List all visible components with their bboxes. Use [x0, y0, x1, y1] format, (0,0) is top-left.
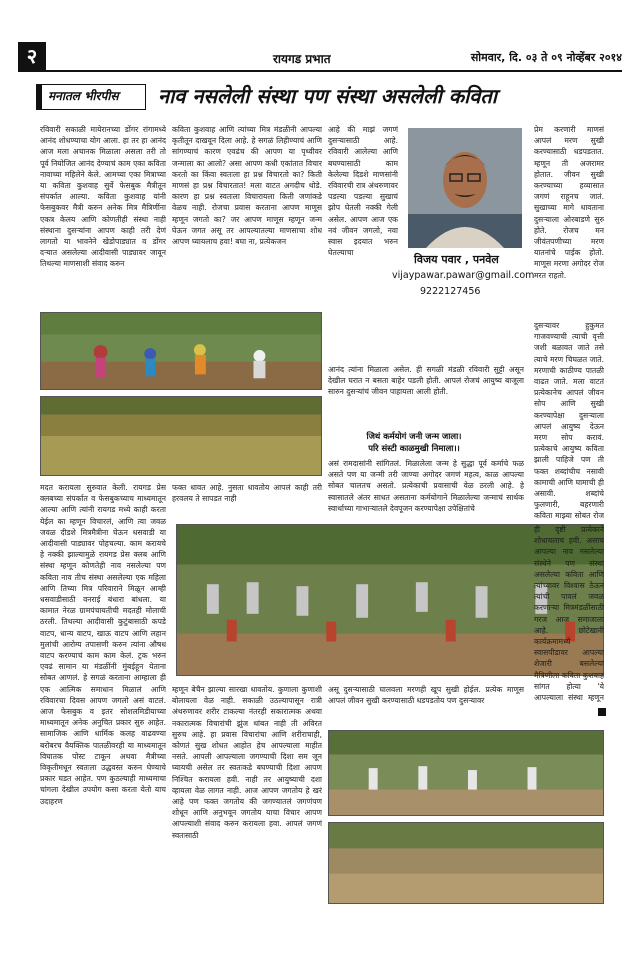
column-4-bottom-upper: [534, 524, 604, 702]
paragraph: फक्त धावत आहे. नुसता धावतोय आपलं काही तरी हरवलय ते सापडत नाही: [172, 483, 322, 504]
author-name: विजय पवार , पनवेल: [414, 253, 499, 266]
publication-date: सोमवार, दि. ०३ ते ०९ नोव्हेंबर २०१४: [470, 51, 622, 64]
column-1-bottom: [40, 482, 166, 902]
author-phone: 9222127456: [420, 286, 481, 297]
author-portrait: [408, 128, 522, 248]
paragraph: ही दृष्टी प्रत्येकाने शोधायलाच हवी. असाच आपल्या नाव नसलेल्या संस्थेने पण संस्था असलेल्या कविता आणि त्यांच्यावर विश्वास ठेऊन त्यांची पावलं जवळ करणाऱ्या मित्रमंडळींसाठी गरज आज समाजाला आहे. छोटेखानी कार्यक्रमामध्ये स्वासपीडावर आपल्या शेजारी बसलेल्या मैत्रिणीला कविता कुशवाह सांगत होत्या 'ये आपल्याला संस्था म्हणून: [534, 525, 604, 702]
paper-name: रायगड प्रभात: [273, 52, 331, 66]
verse-subhead: [334, 430, 494, 454]
column-3-top: [328, 124, 398, 360]
column-4-middle: [534, 320, 604, 522]
paragraph: आनंद त्यांना मिळाला असेल. ही सगळी मंडळी रविवारी सुट्टी असून देखील घरात न बसता बाहेर पडली होती. आपलं रोजचं आयुष्य बाजूला सारुन दुसऱ्यांचं जीवन पाहायला आली होती.: [328, 365, 524, 397]
paragraph: असू दुसऱ्यासाठी घालवला मरणही खूप सुखी होईल. प्रत्येक माणूस आपलं जीवन सुखी करण्यासाठी धडपडतोय पण दुसऱ्यावर: [328, 685, 524, 706]
author-email: vijaypawar.pawar@gmail.com: [392, 270, 535, 281]
author-block: [404, 128, 528, 282]
photo-volunteers-hillside: [40, 312, 322, 390]
photo-dry-riverbed: [328, 822, 604, 904]
page-number: २: [18, 42, 46, 70]
photo-crowd-field: [328, 730, 604, 816]
paragraph: असं रामदासांनी सांगितलं. मिळालेला जन्म हे सुद्धा पूर्व कर्माचे फळ असते पण या जन्मी तरी जाण्या अगोदर जगणं महत्व, काळ आपल्या सोबत चालतच असतो. प्रत्येकाची प्रवासाची वेळ ठरली आहे. हे स्वासातले अंतर साधत असताना कर्मयोगाने मिळालेल्या जन्माचं सार्थक स्वार्थाच्या गाभाऱ्यातले देवपूजन करण्यापेक्षा उपेक्षितांचे: [328, 459, 524, 513]
column-3-middle: [328, 364, 524, 424]
photo-grassland: [40, 396, 322, 476]
paragraph: आहे की माझं जगणं दुसऱ्यासाठी आहे. रविवारी आलेल्या आणि बघण्यासाठी काम केलेल्या दिडशे माणसांनी रविवारची रात्र अंथरुणावर पडल्या पडल्या सुखाचं झोप घेतली नक्की गेली असेल. आपण आज एक नवं जीवन जगलो, नवा स्वास इदयात भरुन घेतल्याचा: [328, 125, 398, 258]
masthead: [18, 44, 622, 72]
paragraph: मदत करायला सुरुवात केली. रायगड प्रेस क्लबच्या संपर्कात व फेसबुकच्याच माध्यमातून आल्या आणि त्यांनी रायगड मध्ये काही करता येईल का म्हणून विचारलं, आणि त्या जवळ जवळ दीडशे मित्रमैत्रीना घेऊन धसवाडी या आदीवासी पाड्यावर पोहचल्या. काम करायचे हे नक्की झाल्यामुळे रायगड प्रेस क्लब आणि संस्था म्हणून कोणतेही नाव नसलेल्या पण कविता नाव तीच संस्था असलेल्या एक महिला आणि तिच्या मित्र परिवाराने मिळून आम्ही धसवाडीसाठी वनराई बंधारा बांधला. या कामात नेरळ ग्रामपंचायतीची मदतही मोलाची ठरली. तिथल्या आदीवासी कुटुंबासाठी कपडे वाटप, धान्य वाटप, खाऊ वाटप आणि लहान मुलांची आरोग्य तपासणी करुन त्यांना औषध वाटप करण्याचं काम काम केलं. ट्रक भरुन एवढं सामान या मंडळींनी मुंबईहून येताना सोबत आणलं. हे सगळं करताना आम्हाला ही एक आत्मिक समाधान मिळालं आणि रविवारचा दिवस आपण जगलो असं वाटलं. आज फेसबुक व इतर सोशलमिडीयाच्या माध्यमातून अनेक अनुचित प्रकार सुरु आहेत. सामाजिक आणि धार्मिक कलह वाढवण्या बरोबरच वैयक्तिक पातळीवरही या माध्यमातून विघातक पोस्ट टाकून अथवा मैत्रीच्या विकृतीमधून स्वतःला उद्धवस्त करुन घेण्याचे प्रकार घडत आहेत. पण कुठल्याही माध्यमाचा चांगला देखील उपयोग कसा करता येतो याच उदाहरण: [40, 483, 166, 806]
paragraph: कविता कुशवाह आणि त्यांच्या मित्र मंडळीनी आपल्या कृतीतून दाखवून दिला आहे. हे सगळं लिहीण्याचं आणि सांगण्याचं कारण एवढंच की आपण या पृथ्वीवर जन्माला का आलो? असा आपण कधी एकांतात विचार करतो का किंवा स्वतःला हा प्रश्न विचारतो का? किती माणसं हा प्रश्न विचारतात! मला वाटत अगदीच थोडे. कारण हा प्रश्न स्वतःला विचारायला किती जणांकडे वेळच नाही. रोजचा प्रवास करताना आपण माणूस म्हणून जगतो का? जर आपण माणूस म्हणून जन्म घेऊन जगत असू तर आपल्यातल्या माणसाचा शोध आपण घ्यायलाच हवा! बघा ना, प्रत्येकजन: [172, 125, 322, 247]
column-2-bottom: [172, 684, 322, 904]
verse-line-1: जिथं कर्मयोगं जनी जन्म जाला।: [366, 431, 462, 441]
column-2-middle: [172, 482, 322, 516]
column-1-top: [40, 124, 166, 306]
paragraph: रविवारी सकाळी मायेरानच्या डोंगर रांगामध्ये आनंद शोधण्याचा योग आला. हा तर हा आनंद आज मला अचानक मिळाला असला तरी तो पूर्व नियोजित आनंद देण्याचं काम एका कविता नावाच्या महिलेने केले. आमच्या एका मित्राच्या या कविता कुशवाह सुर्वे फेसबुक मैत्रीतून संपर्कात आल्या. कविता कुशवाह यांनी फेसबुकवर मैत्री करुन अनेक मित्र मैत्रिणींना एकत्र केलय आणि कोणतीही संस्था नाही संस्थाना दुसऱ्यांना आपण काही तरी देणं लागतो या भावनेने खेडोपाड्यात व डोंगर दऱ्यात असलेल्या आदीवासी पाड्यावर जावून तिथल्या माणसाशी संवाद करुन: [40, 125, 166, 269]
column-4-top: [534, 124, 604, 310]
column-2-top: [172, 124, 322, 306]
column-3-bottom: [328, 684, 524, 724]
verse-line-2: परि संस्टी काळमुखी निमाला।।: [368, 443, 460, 453]
headline-row: [36, 80, 622, 116]
paragraph: प्रेम करणारी माणसं आपलं मरण सुखी करण्यासाठी धडपडतात. म्हणून ती अजरामर होतात. जीवन सुखी करण्याच्या हव्यासात जगणं राहूनच जातं. सुखाच्या मागे धावताना दुसऱ्याला ओरबाडणे सुरु होते. रोजच मन जीवंतपणीच्या मरण यातनांचे पाईक होतो. माणूस मरणा अगोदर रोज मरत राहतो.: [534, 125, 604, 280]
paragraph: दुसऱ्यावर हुकुमत गाजवण्याची त्याची वृत्ती जशी बळावत जाते तसे त्याचे मरण चिघळत जाते. मरणाची काठीण्य पातळी वाढत जाते. मला वाटतं प्रत्येकानेच आपलं जीवन सोप आणि सुखी करण्यापेक्षा दुसऱ्याला आपलं आयुष्य देऊन मरण सोप करावं. प्रत्येकाचे आयुष्य कविता झाली पाहिजे पण ती फक्त शब्दांचीच नसावी कामाची आणि घामाची ही असावी. शब्दांचे फुलणारी, बहरणारी कविता माझ्या सोबत रोज: [534, 321, 604, 521]
section-tag: मनातल भीरपीस: [36, 84, 146, 110]
article-headline: नाव नसलेली संस्था पण संस्था असलेली कविता: [158, 84, 497, 108]
paragraph: म्हणून बेचैन झाल्या सारखा धावतोय. कुणाला कुणाशी बोलायला वेळ नाही. सकाळी उठल्यापासून रात्री अंथरुणावर शरीर टाकल्या नंतरही सकारात्मक अथवा नकारात्मक विचारांची झुंज थांबत नाही ती अविरत सुरुच आहे. हा प्रवास विचारांचा आणि शरीराचाही, कोणतं सुख शोधत आहोत हेच आपल्याला माहीत नसते. आपली आपल्याला जगण्याची दिशा सम जून घ्यायची असेल तर स्वतःकडे बघण्याची दिशा आपण निश्चित करायला हवी. नाही तर आयुष्याची दशा व्हायला वेळ लागत नाही. आज आपण जगतोय हे खरं आहे पण फक्त जगतोय की जगण्यातलं जगणंपण शोधून आणि अनुभवून जगतोय याचा विचार आपण आपल्याशी संवाद करुन करायला हवा. आपलं जगणं स्वतःसाठी: [172, 685, 322, 840]
end-of-article-mark: [598, 708, 606, 716]
column-3-after-verse: [328, 458, 524, 522]
